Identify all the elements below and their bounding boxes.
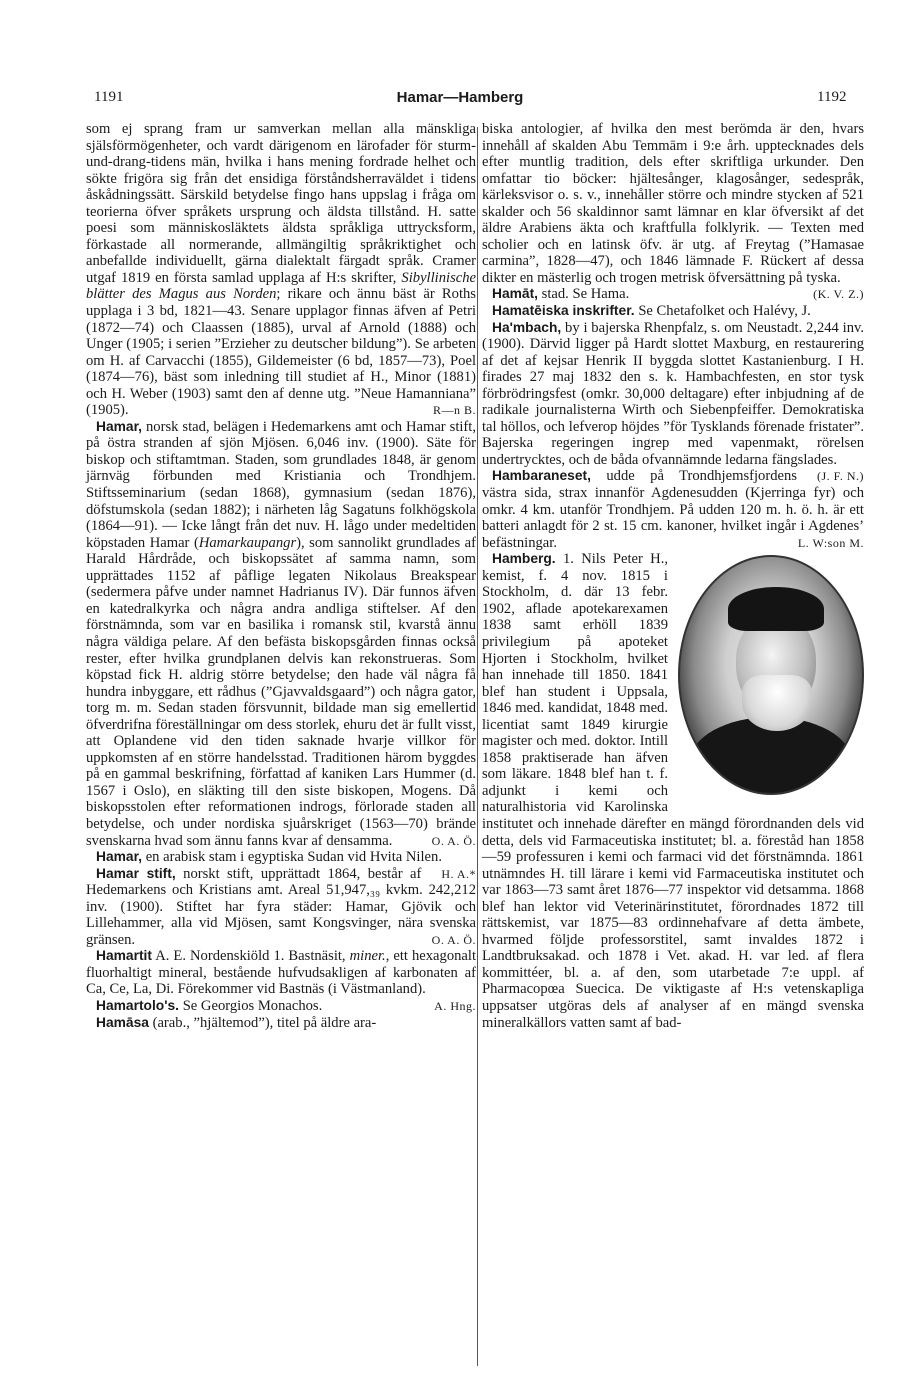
signature: R—n B. [432, 403, 476, 418]
headword: Hamar, [96, 418, 143, 434]
entry-hambaraneset: Hambaraneset, udde på Trondhjemsfjordens västra sida, strax innanför Agdenesudden (Kjerringa fyr) och omkr. 4 km. utanför Trondhjem. På udden 120 m. h. ö. h. är ett batteri anlagdt för 2 st. 15 cm. kanoner, hvilket ingår i Agdenes’ befästningar. L. W:son M. [482, 468, 864, 551]
hamann-continuation: som ej sprang fram ur samverkan mellan alla mänskliga själsförmögenheter, och vardt därigenom en lärofader för sturm-und-drang-tidens män, hvilka i hans mening fordrade helhet och sökte frigöra sig från det ensidiga förståndsherraväldet i tidens åskådningssätt. Särskild betydelse fingo hans uppslag i fråga om teorierna öfver språkets ursprung och äldsta tillstånd. H. satte poesi som människosläktets äldsta språkliga uttrycksform, förkastade all normerande, allmängiltig språkriktighet och anbefallde individuellt, gärna dialektalt färgadt språk. Cramer utgaf 1819 en första samlad upplaga af H:s skrifter, Sibyllinische blätter des Magus aus Norden; rikare och ännu bäst är Roths upplaga i 3 bd, 1821—43. Senare upplagor finnas äfven af Petri (1872—74) och Claassen (1885), urval af Arnold (1888) och Unger (1905; i serien ”Erzieher zu deutscher bildung”). Se arbeten om H. af Carvacchi (1855), Gildemeister (6 bd, 1857—73), Poel (1874—76), bäst som inledning till studiet af H., Minor (1881) och H. Weber (1903) samt den af denne utg. ”Neue Hamanniana” (1905). R—n B. [86, 121, 476, 419]
page-header [0, 89, 920, 113]
page-number-right: 1192 [817, 89, 847, 105]
headword: Hamāt, [492, 286, 539, 302]
headword: Ha'mbach, [492, 319, 562, 335]
signature: H. A.* [441, 866, 476, 881]
signature: (J. F. N.) [816, 469, 864, 484]
entry-hamartit: Hamartit A. E. Nordenskiöld 1. Bastnäsit, miner., ett hexagonalt fluorhaltigt mineral, bestående hufvudsakligen af karbonaten af Ca, Ce, La, Di. Förekommer vid Bastnäs (i Västmanland). A. Hng. [86, 948, 477, 1013]
right-column [482, 121, 864, 1031]
headword: Hamar, [96, 849, 143, 865]
entry-hamat: Hamāt, stad. Se Hama. [492, 286, 630, 303]
entry-hamar-tribe: Hamar, en arabisk stam i egyptiska Sudan vid Hvita Nilen. H. A.* [96, 849, 476, 881]
entry-hamberg: Hamberg. 1. Nils Peter H., kemist, f. 4 nov. 1815 i Stockholm, d. där 13 febr. 1902, aflade apotekarexamen 1838 samt erhöll 1839 privilegium på apoteket Hjorten i Stockholm, hvilket han innehade till 1850. 1841 blef han student i Uppsala, 1846 med. kandidat, 1848 med. licentiat samt 1849 kirurgie magister och med. doktor. Intill 1858 praktiserade han äfven som läkare. 1848 blef han t. f. adjunkt i kemi och naturalhistoria vid Karolinska institutet och innehade därefter en mängd förordnanden dels vid detta, dels vid Farmaceutiska institutet; bl. a. föreståd han 1858—59 professuren i kemi och farmaci vid det förstnämnda. 1861 utnämndes H. till lärare i kemi vid Farmaceutiska institutet och var 1863—73 samt året 1876—77 inspektor vid detsamma. 1868 blef han lektor vid Veterinärinstitutet, förordnades 1872 till rättskemist, var 1875—83 ordinnehafvare af detta ämbete, hvarmed följde professorstitel, samt invaldes 1872 i Landtbruksakad. och 1878 i Vet. akad. H. var led. af flera kommittéer, bl. a. af den, som utarbetade 7:e uppl. af Pharmacopœa Suecica. De viktigaste af H:s vetenskapliga uppsatser utgöras dels af analyser af en mängd svenska mineralkällors vatten samt af bad- [482, 551, 864, 1031]
headword: Hamar stift, [96, 865, 176, 881]
signature: A. Hng. [434, 998, 476, 1013]
entry-hamartolos: Hamartolo's. Se Georgios Monachos. [96, 997, 323, 1014]
hamasa-continuation: biska antologier, af hvilka den mest berömda är den, hvars innehåll af skalden Abu Temmām i 9:e årh. upptecknades dels efter muntlig tradition, dels efter skriftliga urkunder. Den omfattar tio böcker: hjältesånger, klagosånger, sedespråk, kärleksvisor o. s. v., innehåller större och mindre stycken af 521 skalder och 56 skaldinnor samt lämnar en klar öfversikt af det äldre Arabiens äkta och kraftfulla folklyrik. — Texten med scholier och en latinsk öfv. är utg. af Freytag (”Hamasae carmina”, 1828—47), och 1846 lämnade F. Rückert af dessa dikter en mästerlig och trogen metrisk öfversättning på tyska. (K. V. Z.) [482, 121, 864, 302]
headword: Hambaraneset, [492, 468, 591, 484]
entry-hamar-stift: Hamar stift, norskt stift, upprättadt 1864, består af Hedemarkens och Kristians amt. Areal 51,947,₃₉ kvkm. 242,212 inv. (1900). Stiftet har fyra städer: Hamar, Gjövik och Lillehammer, alla vid Mjösen, samt Kongsvinger, nära svenska gränsen. O. A. Ö. [86, 865, 476, 948]
headword: Hamartit [96, 948, 152, 964]
entry-hamateiska: Hamatēiska inskrifter. Se Chetafolket och Halévy, J. [492, 303, 811, 320]
page-number-left: 1191 [94, 89, 124, 105]
entry-hambach: Ha'mbach, by i bajerska Rhenpfalz, s. om Neustadt. 2,244 inv. (1900). Därvid ligger på Hardt slottet Maxburg, en restaurering af det af kejsar Henrik II byggda slottet Kastanienburg. I H. firades 27 maj 1832 den s. k. Hambachfesten, en stor tysk förbrödringsfest (omkr. 30,000 deltagare) efter inbjudning af de radikale journalisterna Wirth och Siebenpfeiffer. Demokratiska tal höllos, och lefverop höjdes ”för Tysklands förenade fristater”. Bajerska regeringen ingrep med vapenmakt, rörelsen undertrycktes, och de båda ofvannämnde ledarna fängslades. (J. F. N.) [482, 319, 865, 484]
headword: Hamāsa [96, 1014, 149, 1030]
headword: Hamartolo's. [96, 997, 180, 1013]
portrait-image [678, 555, 864, 795]
signature: O. A. Ö. [431, 932, 476, 947]
left-column [86, 121, 476, 1031]
signature: O. A. Ö. [431, 833, 476, 848]
headword: Hamatēiska inskrifter. [492, 303, 635, 319]
headword: Hamberg. [492, 551, 556, 567]
signature: L. W:son M. [797, 535, 864, 550]
column-divider [477, 127, 478, 1366]
signature: (K. V. Z.) [813, 287, 864, 302]
entry-hamasa: Hamāsa (arab., ”hjältemod”), titel på äldre ara- [96, 1014, 377, 1031]
entry-hamar: Hamar, norsk stad, belägen i Hedemarkens amt och Hamar stift, på östra stranden af sjön Mjösen. 6,046 inv. (1900). Säte för biskop och stiftamtman. Staden, som grundlades 1848, är genom järnväg förbunden med Kristiania och Trondhjem. Stiftsseminarium (sedan 1868), gymnasium (sedan 1876), döfstumskola (sedan 1882); i närheten låg Sagatuns folkhögskola (1864—91). — Icke långt från det nuv. H. lågo under medeltiden köpstaden Hamar (Hamarkaupangr), som sannolikt grundlades af Harald Hårdråde, och biskopssätet af samma namn, som upprättades 1152 af påflige legaten Nikolaus Breakspear (sedermera påfve under namnet Hadrianus IV). Där funnos äfven en katedralkyrka och några andra andliga stiftelser. Af den förstnämnda, som var en basilika i romansk stil, kvarstå ännu några väldiga pelare. Af den befästa biskopsgården finnas också rester, efter hvilka grundplanen delvis kan rekonstrueras. Som köpstad fick H. aldrig större betydelse; den hade väl några få hundra inbyggare, ett rådhus (”Gjavvaldsgaard”) och några gator, torg m. m. Sedan staden försvunnit, bildade man sig emellertid öfverdrifna föreställningar om dess storlek, ehuru det är fullt visst, att Oplandene vid den tiden saknade hvarje villkor för uppkomsten af en större handelsstad. Traditionen härom byggdes på en gammal beskrifning, författad af kaniken Lars Hummer (d. 1567 i Oslo), en släkting till den siste biskopen, Mogens. Då biskopsstolen efter reformationen indrogs, förlorade staden all betydelse, och under nordiska sjuårskriget (1563—70) brände svenskarna hvad som ännu fanns kvar af densamma. O. A. Ö. [86, 418, 476, 849]
running-head: Hamar—Hamberg [396, 89, 524, 106]
